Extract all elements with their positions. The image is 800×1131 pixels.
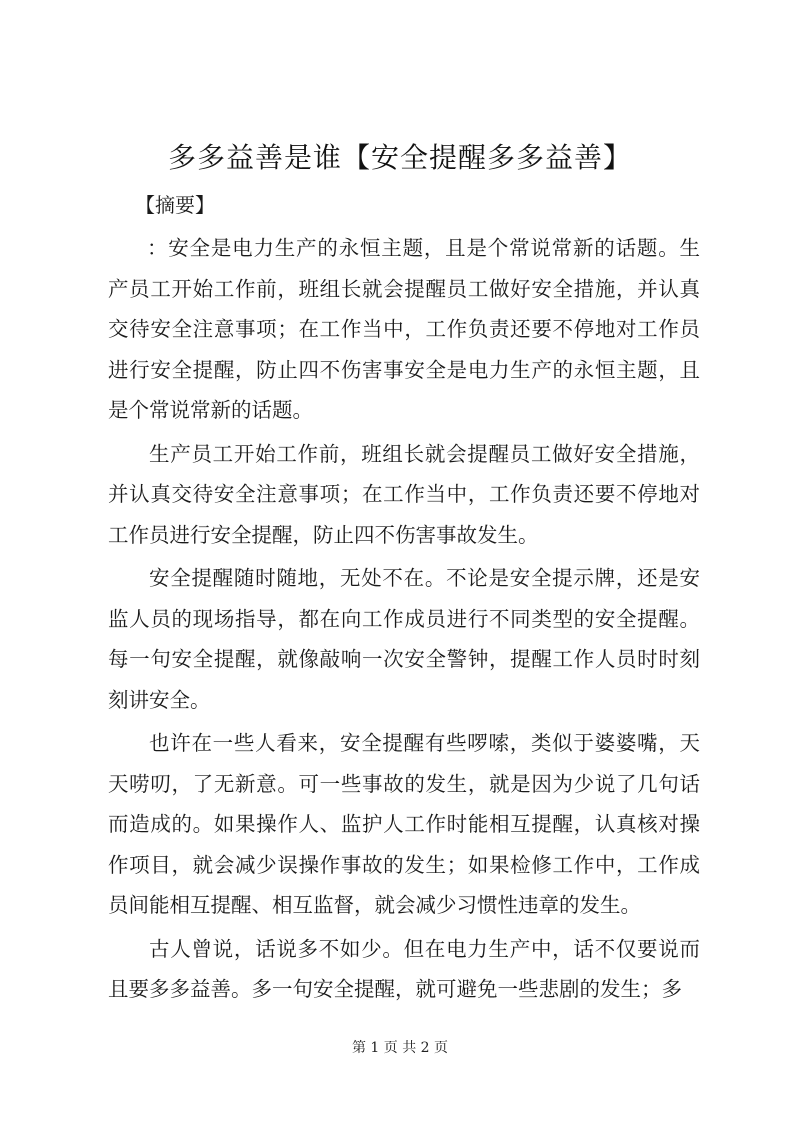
document-body	[108, 228, 700, 1010]
paragraph-2: 生产员工开始工作前，班组长就会提醒员工做好安全措施，并认真交待安全注意事项；在工作当中，工作负责还要不停地对工作员进行安全提醒，防止四不伤害事故发生。	[108, 441, 700, 547]
document-title: 多多益善是谁【安全提醒多多益善】	[167, 141, 632, 174]
paragraph-1: ：安全是电力生产的永恒主题，且是个常说常新的话题。生产员工开始工作前，班组长就会提醒员工做好安全措施，并认真交待安全注意事项；在工作当中，工作负责还要不停地对工作员进行安全提醒，防止四不伤害事安全是电力生产的永恒主题，且是个常说常新的话题。	[108, 236, 700, 422]
abstract-label: 【摘要】	[135, 193, 215, 217]
paragraph-5: 古人曾说，话说多不如少。但在电力生产中，话不仅要说而且要多多益善。多一句安全提醒，就可避免一些悲剧的发生；多	[108, 936, 700, 1001]
page-footer: 第 1 页 共 2 页	[351, 1040, 449, 1056]
paragraph-4: 也许在一些人看来，安全提醒有些啰嗦，类似于婆婆嘴，天天唠叨，了无新意。可一些事故的发生，就是因为少说了几句话而造成的。如果操作人、监护人工作时能相互提醒，认真核对操作项目，就会减少误操作事故的发生；如果检修工作中，工作成员间能相互提醒、相互监督，就会减少习惯性违章的发生。	[108, 731, 700, 917]
paragraph-3: 安全提醒随时随地，无处不在。不论是安全提示牌，还是安监人员的现场指导，都在向工作成员进行不同类型的安全提醒。每一句安全提醒，就像敲响一次安全警钟，提醒工作人员时时刻刻讲安全。	[108, 566, 700, 712]
